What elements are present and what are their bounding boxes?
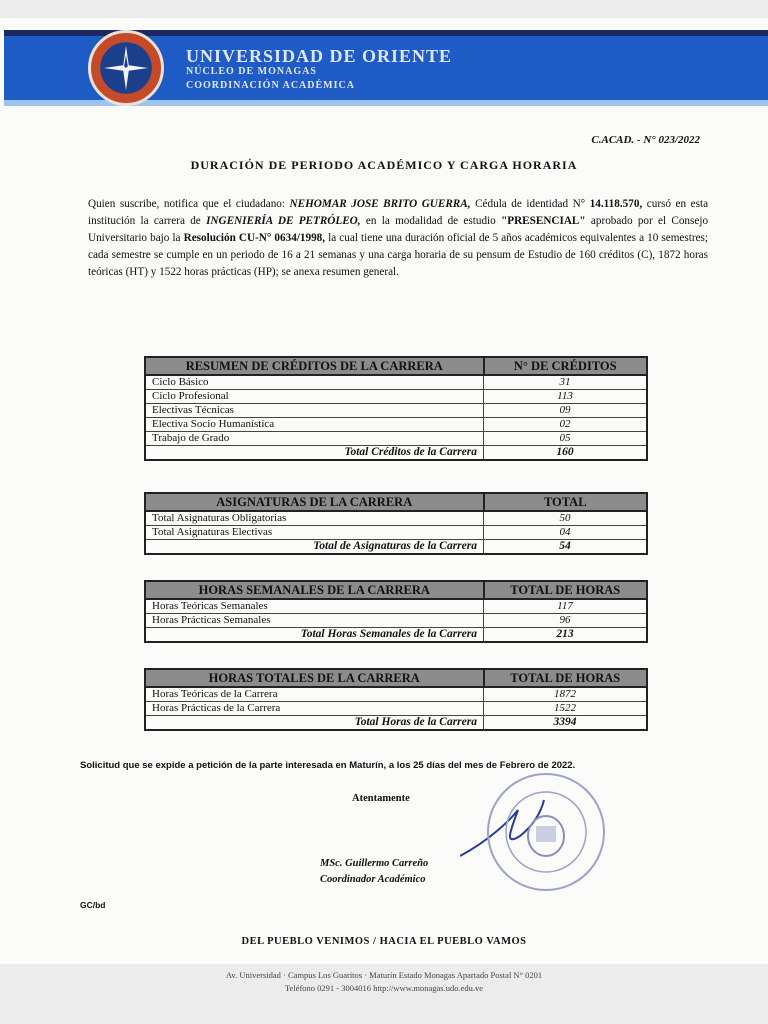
weekly-hours-table: [144, 580, 648, 643]
row-label: Electiva Socio Humanística: [145, 418, 484, 432]
subjects-header: ASIGNATURAS DE LA CARRERA: [145, 493, 484, 511]
row-label: Total Asignaturas Electivas: [145, 526, 484, 540]
table-row: [145, 418, 647, 432]
table-row: [145, 432, 647, 446]
total-row: [145, 628, 647, 643]
total-row: [145, 716, 647, 731]
table-row: [145, 375, 647, 390]
signer-block: [320, 856, 428, 888]
closing: Atentamente: [352, 793, 410, 804]
body-text-3: cursó en esta institución la carrera de: [88, 198, 709, 227]
document-title: DURACIÓN DE PERIODO ACADÉMICO Y CARGA HORARIA: [190, 158, 578, 172]
row-value: 04: [484, 526, 648, 540]
row-label: Electivas Técnicas: [145, 404, 484, 418]
row-value: 1522: [484, 702, 648, 716]
initials: GC/bd: [80, 900, 106, 910]
row-label: Horas Teóricas de la Carrera: [145, 687, 484, 702]
table-row: [145, 526, 647, 540]
footer-motto: DEL PUEBLO VENIMOS / HACIA EL PUEBLO VAMOS: [241, 936, 527, 947]
body-text-6: la cual tiene una duración oficial de 5 años académicos equivalentes a 10 semestres; cada semestre se cumple en un periodo de 16 a 21 semanas y una carga horaria de su pensum de Estudio de 160 créditos (C), 1872 horas teóricas (HT) y 1522 horas prácticas (HP); se anexa resumen general.: [88, 232, 708, 278]
body-text-2: Cédula de identidad N°: [475, 198, 586, 210]
row-label: Horas Teóricas Semanales: [145, 599, 484, 614]
footer-contact: Teléfono 0291 - 3004016 http://www.monagas.udo.edu.ve: [284, 983, 484, 993]
row-label: Ciclo Profesional: [145, 390, 484, 404]
row-label: Horas Prácticas de la Carrera: [145, 702, 484, 716]
subjects-table: [144, 492, 648, 555]
student-name: NEHOMAR JOSE BRITO GUERRA,: [289, 198, 471, 210]
table-header-row: [145, 357, 647, 375]
university-nucleus: NÚCLEO DE MONAGAS: [186, 66, 317, 77]
compass-star-logo: [88, 30, 164, 106]
row-label: Trabajo de Grado: [145, 432, 484, 446]
credits-table: [144, 356, 648, 461]
total-label: Total de Asignaturas de la Carrera: [145, 540, 484, 555]
row-label: Horas Prácticas Semanales: [145, 614, 484, 628]
credits-value-header: N° DE CRÉDITOS: [484, 357, 648, 375]
table-row: [145, 702, 647, 716]
table-header-row: [145, 493, 647, 511]
body-text-5: aprobado por el Consejo Universitario bajo la: [88, 215, 709, 244]
total-value: 54: [484, 540, 648, 555]
total-hours-header: HORAS TOTALES DE LA CARRERA: [145, 669, 484, 687]
credits-header: RESUMEN DE CRÉDITOS DE LA CARRERA: [145, 357, 484, 375]
table-row: [145, 390, 647, 404]
table-row: [145, 614, 647, 628]
row-value: 117: [484, 599, 648, 614]
total-hours-value-header: TOTAL DE HORAS: [484, 669, 648, 687]
request-statement: Solicitud que se expide a petición de la parte interesada en Maturín, a los 25 días del mes de Febrero de 2022.: [80, 760, 576, 771]
total-label: Total Horas Semanales de la Carrera: [145, 628, 484, 643]
total-label: Total Horas de la Carrera: [145, 716, 484, 731]
table-header-row: [145, 581, 647, 599]
row-value: 05: [484, 432, 648, 446]
signer-title: Coordinador Académico: [320, 874, 426, 885]
total-hours-table: [144, 668, 648, 731]
total-row: [145, 446, 647, 461]
row-value: 50: [484, 511, 648, 526]
row-value: 31: [484, 375, 648, 390]
row-value: 113: [484, 390, 648, 404]
weekly-hours-value-header: TOTAL DE HORAS: [484, 581, 648, 599]
university-name: UNIVERSIDAD DE ORIENTE: [186, 46, 453, 66]
study-modality: "PRESENCIAL": [501, 215, 586, 227]
total-value: 213: [484, 628, 648, 643]
row-label: Ciclo Básico: [145, 375, 484, 390]
body-paragraph: [88, 196, 708, 281]
table-row: [145, 599, 647, 614]
total-value: 3394: [484, 716, 648, 731]
resolution-number: Resolución CU-N° 0634/1998,: [183, 232, 326, 244]
career-name: INGENIERÍA DE PETRÓLEO,: [206, 215, 361, 227]
row-value: 1872: [484, 687, 648, 702]
weekly-hours-header: HORAS SEMANALES DE LA CARRERA: [145, 581, 484, 599]
body-text-1: Quien suscribe, notifica que el ciudadano:: [88, 198, 285, 210]
row-label: Total Asignaturas Obligatorias: [145, 511, 484, 526]
table-row: [145, 511, 647, 526]
table-row: [145, 404, 647, 418]
total-label: Total Créditos de la Carrera: [145, 446, 484, 461]
signer-name: MSc. Guillermo Carreño: [320, 858, 429, 869]
table-row: [145, 687, 647, 702]
reference-number: C.ACAD. - N° 023/2022: [591, 134, 700, 146]
table-header-row: [145, 669, 647, 687]
student-id: 14.118.570,: [589, 198, 643, 210]
row-value: 02: [484, 418, 648, 432]
university-department: COORDINACIÓN ACADÉMICA: [186, 80, 355, 91]
total-value: 160: [484, 446, 648, 461]
row-value: 96: [484, 614, 648, 628]
footer-address: Av. Universidad · Campus Los Guaritos · Maturín Estado Monagas Apartado Postal N° 0201: [225, 970, 543, 980]
total-row: [145, 540, 647, 555]
body-text-4: en la modalidad de estudio: [365, 215, 496, 227]
official-seal: [460, 770, 612, 894]
subjects-value-header: TOTAL: [484, 493, 648, 511]
row-value: 09: [484, 404, 648, 418]
